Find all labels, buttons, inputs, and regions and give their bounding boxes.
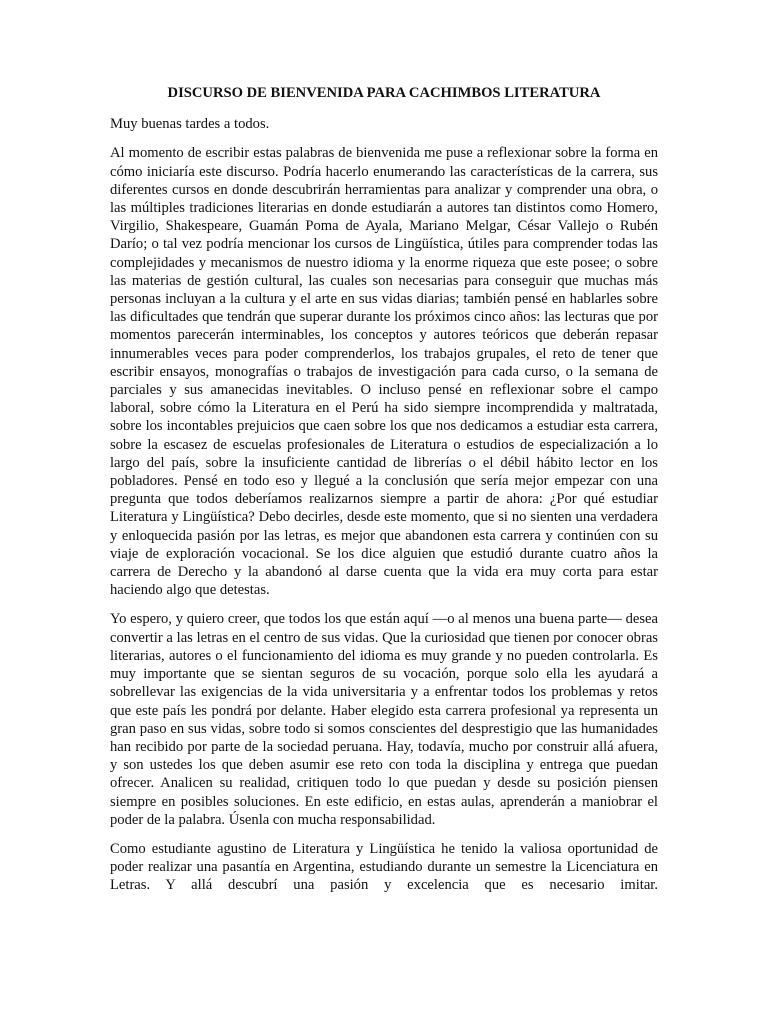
paragraph-1: Al momento de escribir estas palabras de bienvenida me puse a reflexionar sobre la forma en cómo iniciaría este discurso. Podría hacerlo enumerando las características de la carrera, sus diferentes cursos en donde descubrirán herramientas para analizar y comprender una obra, o las múltiples tradiciones literarias en donde estudiarán a autores tan distintos como Homero, Virgilio, Shakespeare, Guamán Poma de Ayala, Mariano Melgar, César Vallejo o Rubén Darío; o tal vez podría mencionar los cursos de Lingüística, útiles para comprender todas las complejidades y mecanismos de nuestro idioma y la enorme riqueza que este posee; o sobre las materias de gestión cultural, las cuales son necesarias para conseguir que muchas más personas incluyan a la cultura y el arte en sus vidas diarias; también pensé en hablarles sobre las dificultades que tendrán que superar durante los próximos cinco años: las lecturas que por momentos parecerán interminables, los conceptos y autores teóricos que deberán repasar innumerables veces para poder comprenderlos, los trabajos grupales, el reto de tener que escribir ensayos, monografías o trabajos de investigación para cada curso, o la semana de parciales y sus amanecidas inevitables. O incluso pensé en reflexionar sobre el campo laboral, sobre cómo la Literatura en el Perú ha sido siempre incomprendida y maltratada, sobre los incontables prejuicios que caen sobre los que nos dedicamos a estudiar esta carrera, sobre la escasez de escuelas profesionales de Literatura o estudios de especialización a lo largo del país, sobre la insuficiente cantidad de librerías o el débil hábito lector en los pobladores. Pensé en todo eso y llegué a la conclusión que sería mejor empezar con una pregunta que todos deberíamos realizarnos siempre a partir de ahora: ¿Por qué estudiar Literatura y Lingüística? Debo decirles, desde este momento, que si no sienten una verdadera y enloquecida pasión por las letras, es mejor que abandonen esta carrera y continúen con su viaje de exploración vocacional. Se los dice alguien que estudió durante cuatro años la carrera de Derecho y la abandonó al darse cuenta que la vida era muy corta para estar haciendo algo que detestas. — [110, 145, 658, 599]
document-title: DISCURSO DE BIENVENIDA PARA CACHIMBOS LITERATURA — [167, 85, 601, 101]
paragraph-2: Yo espero, y quiero creer, que todos los que están aquí —o al menos una buena parte— desea convertir a las letras en el centro de sus vidas. Que la curiosidad que tienen por conocer obras literarias, autores o el funcionamiento del idioma es muy grande y no pueden controlarla. Es muy importante que se sientan seguros de su vocación, porque solo ella les ayudará a sobrellevar las exigencias de la vida universitaria y a enfrentar todos los problemas y retos que este país les pondrá por delante. Haber elegido esta carrera profesional ya representa un gran paso en sus vidas, sobre todo si somos conscientes del desprestigio que las humanidades han recibido por parte de la sociedad peruana. Hay, todavía, mucho por construir allá afuera, y son ustedes los que deben asumir ese reto con toda la disciplina y entrega que puedan ofrecer. Analicen su realidad, critiquen todo lo que puedan y desde su posición piensen siempre en posibles soluciones. En este edificio, en estas aulas, aprenderán a maniobrar el poder de la palabra. Úsenla con mucha responsabilidad. — [110, 611, 658, 828]
greeting-line: Muy buenas tardes a todos. — [110, 116, 270, 133]
document-page — [110, 84, 658, 906]
paragraph-3: Como estudiante agustino de Literatura y Lingüística he tenido la valiosa oportunidad de poder realizar una pasantía en Argentina, estudiando durante un semestre la Licenciatura en Letras. Y allá descubrí una pasión y excelencia que es necesario imitar. — [110, 840, 658, 894]
